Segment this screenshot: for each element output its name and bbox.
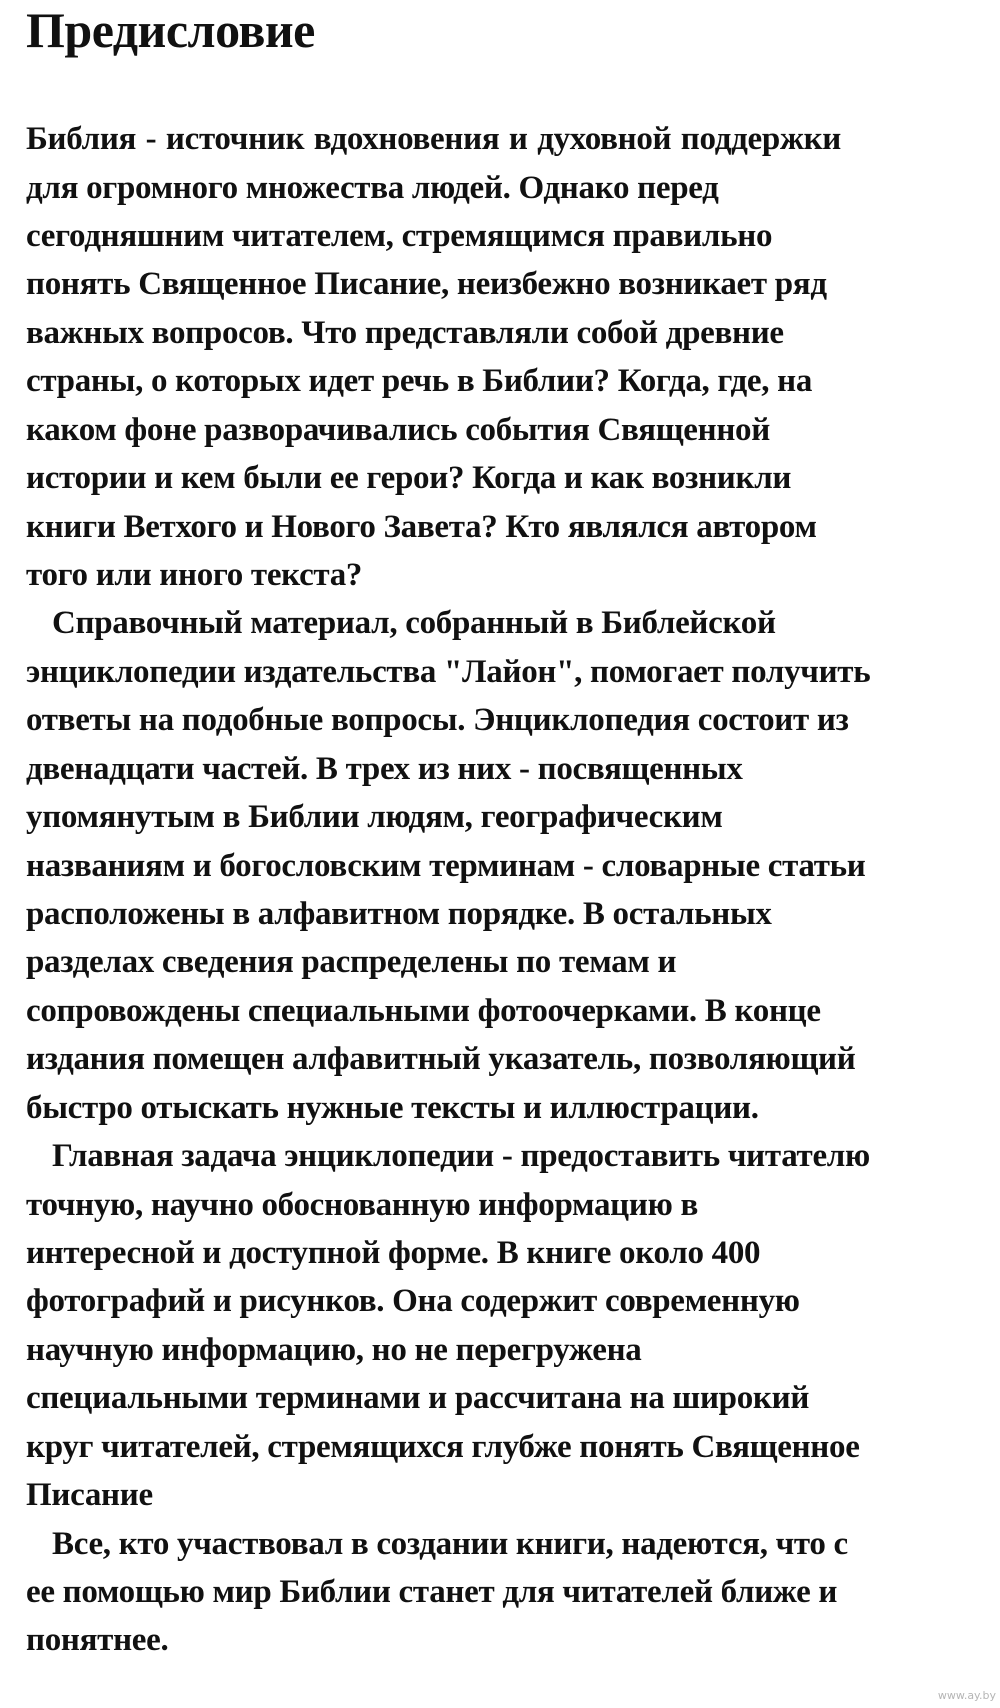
text-line: ее помощью мир Библии станет для читателей ближе и bbox=[26, 1574, 838, 1610]
text-line: для огромного множества людей. Однако перед bbox=[26, 170, 719, 206]
text-line: книги Ветхого и Нового Завета? Кто являлся автором bbox=[26, 509, 817, 545]
text-line: Библия - источник вдохновения и духовной поддержки bbox=[26, 121, 842, 157]
text-line: упомянутым в Библии людям, географическим bbox=[26, 799, 723, 835]
text-line: страны, о которых идет речь в Библии? Когда, где, на bbox=[26, 363, 813, 399]
text-line: истории и кем были ее герои? Когда и как возникли bbox=[26, 460, 792, 496]
watermark: www.ay.by bbox=[937, 1689, 996, 1702]
text-line: фотографий и рисунков. Она содержит современную bbox=[26, 1283, 800, 1319]
paragraph-first-line: Справочный материал, собранный в Библейской bbox=[52, 605, 776, 641]
text-line: сопровождены специальными фотоочерками. В конце bbox=[26, 993, 821, 1029]
text-line: специальными терминами и рассчитана на широкий bbox=[26, 1380, 810, 1416]
text-line: научную информацию, но не перегружена bbox=[26, 1332, 642, 1368]
text-line: интересной и доступной форме. В книге около 400 bbox=[26, 1235, 761, 1271]
text-line: быстро отыскать нужные тексты и иллюстрации. bbox=[26, 1090, 759, 1126]
text-line: того или иного текста? bbox=[26, 557, 363, 593]
text-line: понять Священное Писание, неизбежно возникает ряд bbox=[26, 266, 827, 302]
text-line: Писание bbox=[26, 1477, 153, 1513]
text-line: ответы на подобные вопросы. Энциклопедия состоит из bbox=[26, 702, 849, 738]
text-line: точную, научно обоснованную информацию в bbox=[26, 1187, 698, 1223]
text-line: понятнее. bbox=[26, 1622, 169, 1658]
text-line: круг читателей, стремящихся глубже понять Священное bbox=[26, 1429, 860, 1465]
paragraph-first-line: Главная задача энциклопедии - предоставить читателю bbox=[52, 1138, 870, 1174]
text-line: названиям и богословским терминам - словарные статьи bbox=[26, 848, 866, 884]
text-line: разделах сведения распределены по темам и bbox=[26, 944, 677, 980]
text-line: важных вопросов. Что представляли собой древние bbox=[26, 315, 784, 351]
text-line: двенадцати частей. В трех из них - посвященных bbox=[26, 751, 743, 787]
text-line: энциклопедии издательства "Лайон", помогает получить bbox=[26, 654, 871, 690]
text-line: сегодняшним читателем, стремящимся правильно bbox=[26, 218, 773, 254]
text-line: каком фоне разворачивались события Священной bbox=[26, 412, 770, 448]
paragraph-first-line: Все, кто участвовал в создании книги, надеются, что с bbox=[52, 1526, 848, 1562]
page-title: Предисловие bbox=[26, 2, 315, 58]
text-line: издания помещен алфавитный указатель, позволяющий bbox=[26, 1041, 856, 1077]
text-line: расположены в алфавитном порядке. В остальных bbox=[26, 896, 772, 932]
